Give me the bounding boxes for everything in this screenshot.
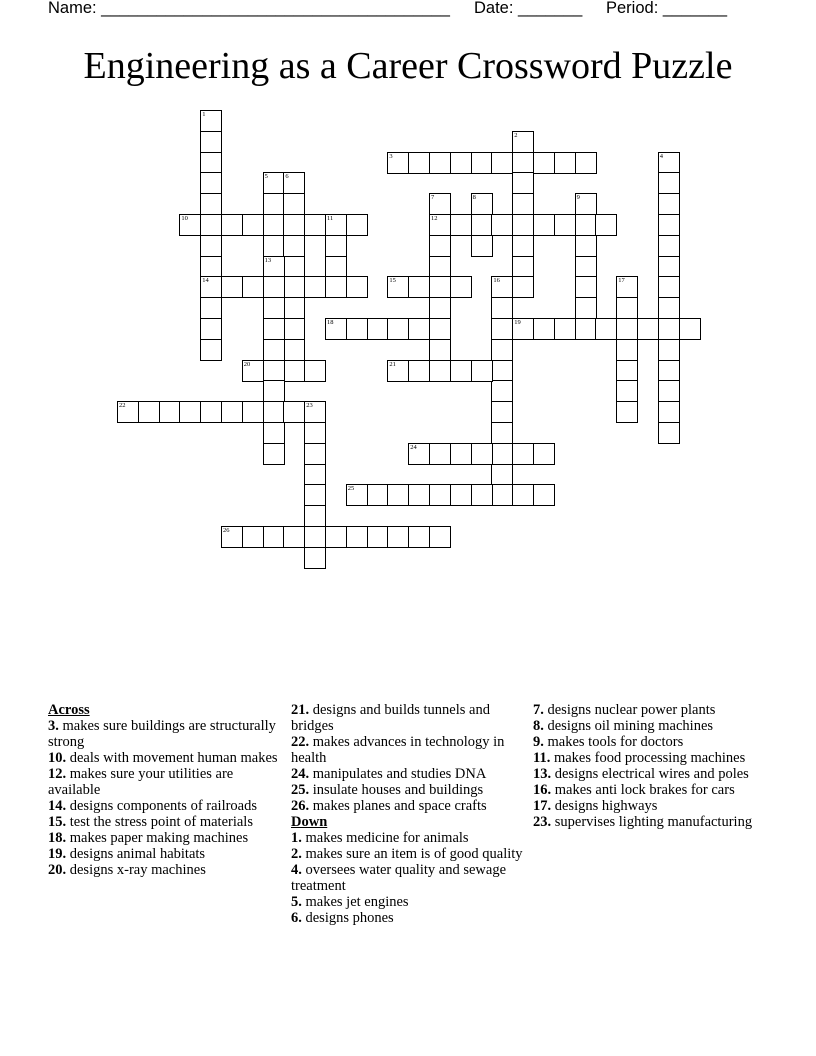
grid-cell[interactable] — [575, 318, 597, 340]
clue-text: manipulates and studies DNA — [309, 766, 487, 782]
clue-item — [48, 846, 280, 862]
grid-cell[interactable] — [283, 401, 305, 423]
clue-number-label: 13 — [264, 256, 272, 264]
grid-cell[interactable] — [408, 276, 430, 298]
grid-cell[interactable] — [429, 152, 451, 174]
grid-cell[interactable] — [429, 526, 451, 548]
grid-cell[interactable] — [658, 339, 680, 361]
grid-cell[interactable] — [471, 152, 493, 174]
grid-cell[interactable] — [221, 214, 243, 236]
grid-cell[interactable] — [554, 214, 576, 236]
clue-number-label: 7 — [431, 194, 435, 202]
grid-cell[interactable] — [304, 422, 326, 444]
clue-number-label: 8 — [472, 194, 476, 202]
grid-cell[interactable] — [491, 214, 513, 236]
clue-text: makes medicine for animals — [301, 830, 469, 846]
grid-cell[interactable] — [658, 297, 680, 319]
clue-number-label: 25 — [347, 485, 355, 493]
clue-number: 11. — [533, 750, 551, 766]
grid-cell[interactable] — [512, 443, 534, 465]
clue-number: 16. — [533, 782, 552, 798]
grid-cell[interactable] — [200, 297, 222, 319]
clue-text: designs x-ray machines — [66, 862, 206, 878]
clue-item — [291, 846, 523, 862]
grid-cell[interactable] — [346, 318, 368, 340]
clue-number-label: 24 — [410, 443, 417, 451]
date-field-label: Date: _______ — [474, 0, 583, 17]
grid-cell[interactable] — [346, 526, 368, 548]
grid-cell[interactable] — [450, 276, 472, 298]
clue-number-label: 4 — [659, 152, 664, 160]
grid-cell[interactable] — [471, 235, 493, 257]
grid-cell[interactable] — [138, 401, 160, 423]
page-title: Engineering as a Career Crossword Puzzle — [83, 45, 733, 87]
grid-cell[interactable] — [304, 547, 326, 569]
grid-cell[interactable] — [304, 526, 326, 548]
grid-cell[interactable] — [658, 422, 680, 444]
clue-item — [291, 894, 523, 910]
clue-number-label: 11 — [327, 215, 334, 222]
grid-cell[interactable] — [429, 484, 451, 506]
grid-cell[interactable] — [616, 318, 638, 340]
clue-number: 5. — [291, 894, 302, 910]
grid-cell[interactable] — [658, 172, 680, 194]
grid-cell[interactable] — [491, 297, 513, 319]
grid-cell[interactable] — [554, 318, 576, 340]
grid-cell[interactable] — [658, 401, 680, 423]
clue-text: insulate houses and buildings — [309, 782, 484, 798]
grid-cell[interactable] — [221, 401, 243, 423]
grid-cell[interactable] — [304, 505, 326, 527]
across-heading: Across — [48, 702, 90, 718]
grid-cell[interactable] — [325, 256, 347, 278]
grid-cell[interactable] — [283, 318, 305, 340]
grid-cell[interactable] — [263, 443, 285, 465]
clue-item — [291, 862, 523, 894]
grid-cell[interactable] — [221, 276, 243, 298]
grid-cell[interactable] — [658, 235, 680, 257]
clue-text: deals with movement human makes — [66, 750, 278, 766]
grid-cell[interactable] — [304, 360, 326, 382]
clue-number: 7. — [533, 702, 544, 718]
grid-cell[interactable] — [200, 318, 222, 340]
grid-cell[interactable] — [429, 256, 451, 278]
clue-item — [533, 766, 773, 782]
grid-cell[interactable] — [283, 235, 305, 257]
clue-text: makes sure an item is of good quality — [301, 846, 523, 862]
clue-number: 26. — [291, 798, 310, 814]
grid-cell[interactable] — [200, 214, 222, 236]
grid-cell[interactable] — [512, 484, 534, 506]
grid-cell[interactable] — [263, 318, 285, 340]
clue-item — [291, 910, 523, 926]
grid-cell[interactable] — [283, 276, 305, 298]
clue-number: 1. — [291, 830, 302, 846]
clue-number-label: 22 — [119, 402, 126, 410]
clue-text: test the stress point of materials — [66, 814, 253, 830]
grid-cell[interactable] — [658, 276, 680, 298]
grid-cell[interactable] — [200, 131, 222, 153]
clues-column-3 — [533, 702, 773, 830]
grid-cell[interactable] — [159, 401, 181, 423]
grid-cell[interactable] — [512, 235, 534, 257]
grid-cell[interactable] — [491, 464, 513, 486]
grid-cell[interactable] — [512, 152, 534, 174]
grid-cell[interactable] — [367, 318, 389, 340]
grid-cell[interactable] — [429, 276, 451, 298]
clue-number-label: 18 — [327, 319, 334, 326]
grid-cell[interactable] — [283, 297, 305, 319]
clue-number-label: 19 — [514, 319, 521, 326]
grid-cell[interactable] — [263, 360, 285, 382]
grid-cell[interactable] — [450, 443, 472, 465]
grid-cell[interactable] — [533, 214, 555, 236]
clue-number: 9. — [533, 734, 544, 750]
clue-number: 6. — [291, 910, 302, 926]
clue-item — [48, 766, 280, 798]
grid-cell[interactable] — [200, 172, 222, 194]
clue-item — [48, 798, 280, 814]
grid-cell[interactable] — [325, 235, 347, 257]
clue-item — [533, 734, 773, 750]
clue-number-label: 26 — [223, 527, 230, 534]
grid-cell[interactable] — [512, 276, 534, 298]
grid-cell[interactable] — [263, 422, 285, 444]
clue-number-label: 20 — [243, 360, 251, 368]
grid-cell[interactable] — [658, 318, 680, 340]
grid-cell[interactable] — [263, 526, 285, 548]
grid-cell[interactable] — [242, 526, 264, 548]
grid-cell[interactable] — [429, 339, 451, 361]
grid-cell[interactable] — [512, 256, 534, 278]
clue-number-label: 2 — [514, 131, 518, 139]
grid-cell[interactable] — [616, 360, 638, 382]
clue-text: supervises lighting manufacturing — [551, 814, 753, 830]
grid-cell[interactable] — [200, 339, 222, 361]
clue-text: makes food processing machines — [550, 750, 746, 766]
grid-cell[interactable] — [575, 256, 597, 278]
grid-cell[interactable] — [491, 401, 513, 423]
grid-cell[interactable] — [200, 401, 222, 423]
grid-cell[interactable] — [450, 152, 472, 174]
name-field-label: Name: ______________________________________ — [48, 0, 450, 17]
clue-item — [291, 798, 523, 814]
clue-text: designs and builds tunnels and bridges — [291, 702, 490, 734]
grid-cell[interactable] — [304, 443, 326, 465]
grid-cell[interactable] — [387, 484, 409, 506]
clue-number: 20. — [48, 862, 67, 878]
grid-cell[interactable] — [616, 401, 638, 423]
clue-number: 24. — [291, 766, 310, 782]
grid-cell[interactable] — [450, 484, 472, 506]
grid-cell[interactable] — [491, 152, 513, 174]
grid-cell[interactable] — [637, 318, 659, 340]
clue-text: makes sure buildings are structurally strong — [48, 718, 276, 750]
grid-cell[interactable] — [263, 214, 285, 236]
grid-cell[interactable] — [491, 484, 513, 506]
clue-number-label: 21 — [389, 360, 396, 368]
grid-cell[interactable] — [263, 380, 285, 402]
clue-text: makes jet engines — [301, 894, 409, 910]
clue-item — [291, 830, 523, 846]
clue-item — [291, 766, 523, 782]
grid-cell[interactable] — [679, 318, 701, 340]
grid-cell[interactable] — [512, 214, 534, 236]
clue-text: designs phones — [301, 910, 394, 926]
clue-number: 4. — [291, 862, 302, 878]
clue-text: designs oil mining machines — [543, 718, 714, 734]
grid-cell[interactable] — [408, 360, 430, 382]
grid-cell[interactable] — [616, 380, 638, 402]
grid-cell[interactable] — [387, 318, 409, 340]
grid-cell[interactable] — [575, 214, 597, 236]
clue-number-label: 17 — [618, 277, 625, 285]
grid-cell[interactable] — [429, 443, 451, 465]
clue-item — [48, 750, 280, 766]
grid-cell[interactable] — [325, 276, 347, 298]
clues-column-2 — [291, 702, 523, 926]
clue-text: designs highways — [551, 798, 658, 814]
grid-cell[interactable] — [658, 214, 680, 236]
clue-item — [291, 702, 523, 734]
grid-cell[interactable] — [554, 152, 576, 174]
clue-number-label: 6 — [285, 173, 289, 181]
grid-cell[interactable] — [595, 214, 617, 236]
clue-number-label: 12 — [431, 215, 438, 222]
grid-cell[interactable] — [200, 256, 222, 278]
grid-cell[interactable] — [263, 276, 285, 298]
grid-cell[interactable] — [263, 339, 285, 361]
grid-cell[interactable] — [491, 443, 513, 465]
clue-number: 25. — [291, 782, 310, 798]
grid-cell[interactable] — [387, 526, 409, 548]
clue-text: makes planes and space crafts — [309, 798, 487, 814]
grid-cell[interactable] — [429, 318, 451, 340]
clue-text: makes tools for doctors — [543, 734, 684, 750]
grid-cell[interactable] — [367, 484, 389, 506]
clue-item — [533, 702, 773, 718]
clue-text: makes anti lock brakes for cars — [551, 782, 735, 798]
grid-cell[interactable] — [450, 214, 472, 236]
clue-number: 18. — [48, 830, 67, 846]
grid-cell[interactable] — [408, 152, 430, 174]
grid-cell[interactable] — [658, 193, 680, 215]
grid-cell[interactable] — [283, 339, 305, 361]
grid-cell[interactable] — [533, 318, 555, 340]
clue-number: 17. — [533, 798, 552, 814]
clue-number-label: 9 — [576, 194, 580, 202]
clue-number-label: 1 — [202, 111, 206, 118]
grid-cell[interactable] — [575, 152, 597, 174]
clue-text: designs components of railroads — [66, 798, 258, 814]
grid-cell[interactable] — [263, 235, 285, 257]
grid-cell[interactable] — [471, 484, 493, 506]
clue-item — [533, 798, 773, 814]
clue-number: 21. — [291, 702, 310, 718]
grid-cell[interactable] — [658, 256, 680, 278]
period-field-label: Period: _______ — [606, 0, 728, 17]
grid-cell[interactable] — [200, 235, 222, 257]
grid-cell[interactable] — [429, 235, 451, 257]
clue-item — [48, 830, 280, 846]
grid-cell[interactable] — [283, 256, 305, 278]
grid-cell[interactable] — [304, 214, 326, 236]
clues-column-1 — [48, 702, 280, 878]
clue-number: 23. — [533, 814, 552, 830]
grid-cell[interactable] — [325, 526, 347, 548]
grid-cell[interactable] — [263, 297, 285, 319]
clue-number: 19. — [48, 846, 67, 862]
grid-cell[interactable] — [263, 193, 285, 215]
grid-cell[interactable] — [242, 401, 264, 423]
clue-text: oversees water quality and sewage treatment — [291, 862, 507, 894]
clue-text: designs animal habitats — [66, 846, 206, 862]
clue-text: makes paper making machines — [66, 830, 249, 846]
grid-cell[interactable] — [491, 339, 513, 361]
grid-cell[interactable] — [575, 276, 597, 298]
clue-item — [291, 782, 523, 798]
grid-cell[interactable] — [408, 318, 430, 340]
clue-number: 12. — [48, 766, 67, 782]
grid-cell[interactable] — [471, 214, 493, 236]
grid-cell[interactable] — [283, 360, 305, 382]
grid-cell[interactable] — [408, 484, 430, 506]
grid-cell[interactable] — [283, 214, 305, 236]
grid-cell[interactable] — [616, 297, 638, 319]
clue-number-label: 23 — [306, 402, 313, 410]
clue-number: 2. — [291, 846, 302, 862]
grid-cell[interactable] — [533, 484, 555, 506]
grid-cell[interactable] — [408, 526, 430, 548]
clue-number: 22. — [291, 734, 310, 750]
clue-number-label: 15 — [389, 277, 396, 285]
grid-cell[interactable] — [429, 297, 451, 319]
clue-text: designs electrical wires and poles — [551, 766, 749, 782]
grid-cell[interactable] — [242, 214, 264, 236]
clue-number: 8. — [533, 718, 544, 734]
clue-item — [48, 814, 280, 830]
grid-cell[interactable] — [491, 380, 513, 402]
grid-cell[interactable] — [595, 318, 617, 340]
clue-item — [533, 814, 773, 830]
grid-cell[interactable] — [346, 214, 368, 236]
clue-number-label: 3 — [389, 152, 393, 160]
clue-item — [533, 782, 773, 798]
grid-cell[interactable] — [533, 443, 555, 465]
clue-number: 13. — [533, 766, 552, 782]
clue-number: 14. — [48, 798, 67, 814]
grid-cell[interactable] — [616, 339, 638, 361]
clue-item — [533, 750, 773, 766]
clue-number: 15. — [48, 814, 67, 830]
clue-text: makes advances in technology in health — [291, 734, 505, 766]
grid-cell[interactable] — [533, 152, 555, 174]
grid-cell[interactable] — [512, 193, 534, 215]
grid-cell[interactable] — [283, 526, 305, 548]
grid-cell[interactable] — [346, 276, 368, 298]
grid-cell[interactable] — [304, 484, 326, 506]
grid-cell[interactable] — [429, 360, 451, 382]
grid-cell[interactable] — [491, 360, 513, 382]
grid-cell[interactable] — [658, 360, 680, 382]
grid-cell[interactable] — [200, 193, 222, 215]
grid-cell[interactable] — [471, 360, 493, 382]
clue-text: designs nuclear power plants — [543, 702, 716, 718]
clue-item — [48, 718, 280, 750]
down-heading: Down — [291, 814, 328, 830]
grid-cell[interactable] — [367, 526, 389, 548]
grid-cell[interactable] — [575, 297, 597, 319]
clue-item — [291, 734, 523, 766]
grid-cell[interactable] — [263, 401, 285, 423]
clue-number: 3. — [48, 718, 59, 734]
clue-text: makes sure your utilities are available — [48, 766, 234, 798]
grid-cell[interactable] — [200, 152, 222, 174]
clue-number: 10. — [48, 750, 67, 766]
clue-item — [48, 862, 280, 878]
grid-cell[interactable] — [658, 380, 680, 402]
grid-cell[interactable] — [304, 276, 326, 298]
grid-cell[interactable] — [242, 276, 264, 298]
grid-cell[interactable] — [450, 360, 472, 382]
clue-number-label: 5 — [264, 173, 268, 181]
clue-number-label: 10 — [181, 215, 188, 222]
grid-cell[interactable] — [491, 422, 513, 444]
grid-cell[interactable] — [179, 401, 201, 423]
grid-cell[interactable] — [575, 235, 597, 257]
grid-cell[interactable] — [512, 172, 534, 194]
grid-cell[interactable] — [283, 193, 305, 215]
grid-cell[interactable] — [304, 464, 326, 486]
clue-number-label: 16 — [493, 277, 500, 285]
grid-cell[interactable] — [491, 318, 513, 340]
clue-item — [533, 718, 773, 734]
grid-cell[interactable] — [471, 443, 493, 465]
clue-number-label: 14 — [202, 277, 209, 285]
